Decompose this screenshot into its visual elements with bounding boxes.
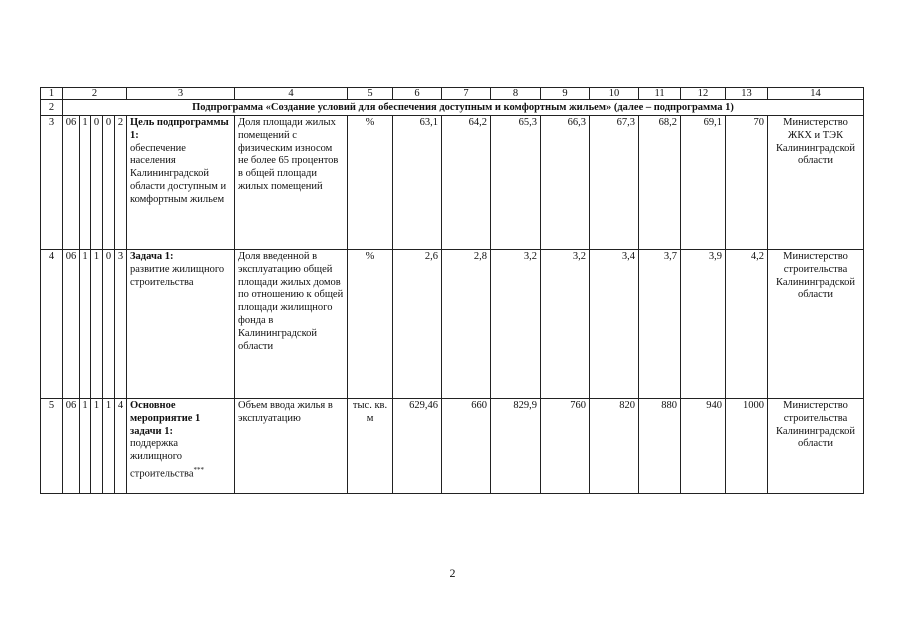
indicator-cell: Доля площади жилых помещений с физическим износом не более 65 процентов в общей площади жилых помещений [235,116,348,250]
header-row [41,88,864,100]
unit-cell: тыс. кв. м [348,399,393,494]
code-cell: 3 [115,250,127,399]
header-cell: 2 [63,88,127,100]
code-cell: 0 [103,250,115,399]
value-cell: 3,2 [541,250,590,399]
task-text: развитие жилищного строительства [130,263,225,288]
value-cell: 880 [639,399,681,494]
code-cell: 1 [91,250,103,399]
value-cell: 2,6 [393,250,442,399]
value-cell: 3,2 [491,250,541,399]
value-cell: 70 [726,116,768,250]
unit-cell: % [348,116,393,250]
code-cell: 1 [103,399,115,494]
header-cell: 3 [127,88,235,100]
header-cell: 13 [726,88,768,100]
header-cell: 10 [590,88,639,100]
table-row [41,399,864,494]
header-cell: 4 [235,88,348,100]
footnote-mark: *** [193,465,205,474]
header-cell: 11 [639,88,681,100]
value-cell: 2,8 [442,250,491,399]
header-cell: 1 [41,88,63,100]
value-cell: 940 [681,399,726,494]
code-cell: 2 [115,116,127,250]
responsible-cell: Министерство строительства Калининградской области [768,399,864,494]
value-cell: 3,7 [639,250,681,399]
row-number: 3 [41,116,63,250]
page-number: 2 [449,566,456,580]
indicator-cell: Объем ввода жилья в эксплуатацию [235,399,348,494]
goal-cell [127,116,235,250]
task-title: Задача 1: [130,251,174,262]
header-cell: 8 [491,88,541,100]
activity-cell [127,399,235,494]
value-cell: 760 [541,399,590,494]
value-cell: 820 [590,399,639,494]
table-row [41,250,864,399]
value-cell: 64,2 [442,116,491,250]
code-cell: 1 [80,250,91,399]
value-cell: 63,1 [393,116,442,250]
subprogram-title: Подпрограмма «Создание условий для обеспечения доступным и комфортным жильем» (далее – подпрограмма 1) [63,100,864,116]
value-cell: 1000 [726,399,768,494]
row-number: 5 [41,399,63,494]
responsible-cell: Министерство ЖКХ и ТЭК Калининградской области [768,116,864,250]
code-cell: 1 [80,116,91,250]
value-cell: 68,2 [639,116,681,250]
row-number: 2 [41,100,63,116]
code-cell: 06 [63,399,80,494]
header-cell: 6 [393,88,442,100]
unit-cell: % [348,250,393,399]
value-cell: 4,2 [726,250,768,399]
header-cell: 14 [768,88,864,100]
code-cell: 1 [91,399,103,494]
table-row [41,116,864,250]
code-cell: 0 [103,116,115,250]
header-cell: 9 [541,88,590,100]
value-cell: 66,3 [541,116,590,250]
value-cell: 3,9 [681,250,726,399]
header-cell: 5 [348,88,393,100]
activity-text: поддержка жилищного строительства [130,438,194,480]
value-cell: 65,3 [491,116,541,250]
responsible-cell: Министерство строительства Калининградской области [768,250,864,399]
activity-title: Основное мероприятие 1 задачи 1: [130,400,201,437]
code-cell: 0 [91,116,103,250]
value-cell: 69,1 [681,116,726,250]
code-cell: 1 [80,399,91,494]
header-cell: 12 [681,88,726,100]
subprogram-row [41,100,864,116]
code-cell: 06 [63,250,80,399]
goal-title: Цель подпрограммы 1: [130,117,229,141]
value-cell: 67,3 [590,116,639,250]
indicator-cell: Доля введенной в эксплуатацию общей площади жилых домов по отношению к общей площади жилищного фонда в Калининградской области [235,250,348,399]
goal-text: обеспечение населения Калининградской области доступным и комфортным жильем [130,142,227,205]
code-cell: 06 [63,116,80,250]
value-cell: 3,4 [590,250,639,399]
indicators-table [40,87,864,494]
value-cell: 829,9 [491,399,541,494]
header-cell: 7 [442,88,491,100]
task-cell [127,250,235,399]
value-cell: 660 [442,399,491,494]
value-cell: 629,46 [393,399,442,494]
row-number: 4 [41,250,63,399]
code-cell: 4 [115,399,127,494]
